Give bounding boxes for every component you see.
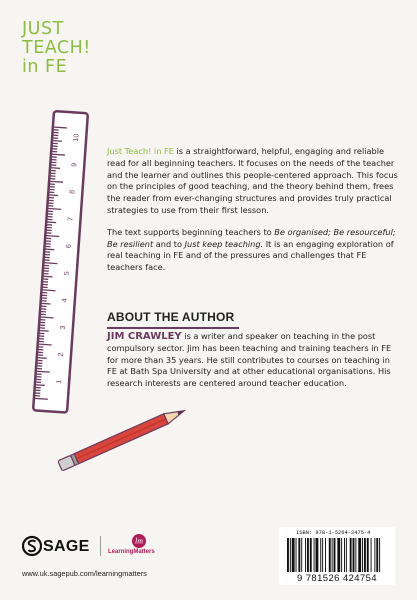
isbn-label: ISBN: 978-1-5264-2475-4 [296, 530, 371, 536]
barcode-bar [316, 538, 319, 572]
barcode-bar [329, 538, 331, 572]
barcode-bar [371, 538, 372, 572]
author-bio: is a writer and speaker on teaching in the post compulsory sector. Jim has been teaching and training teachers in FE for more than 35 years. He still contributes to courses on teaching in FE at Bath Spa University and at other educational organisations. His research interests are centered around teacher education. [107, 331, 392, 389]
barcode-bar [307, 538, 309, 572]
learning-matters-wordmark: LearningMatters [108, 549, 155, 555]
barcode-digits: 9 781526 424754 [297, 573, 377, 584]
ruler-label: 6 [65, 243, 73, 249]
ruler-label: 2 [57, 352, 66, 357]
barcode-bar [298, 538, 300, 572]
ruler-label: 9 [71, 162, 79, 167]
barcode-bar [374, 538, 375, 572]
barcode-bar [364, 538, 366, 572]
learning-matters-emblem-icon [129, 533, 149, 549]
barcode-bar [290, 538, 291, 572]
svg-text:lm: lm [135, 536, 143, 546]
barcode-bar [287, 538, 289, 572]
logo-line-in-fe: in FE [22, 57, 68, 77]
sage-emblem-icon [22, 535, 42, 557]
barcode-bar [292, 538, 295, 572]
barcode-bar [334, 538, 336, 572]
description-text-2c: It is an engaging exploration of real teaching in FE and of the pressures and challenges that FE teachers face. [107, 238, 394, 273]
barcode-bar [346, 538, 347, 572]
barcode-bar [379, 538, 380, 572]
ruler-label: 8 [69, 189, 77, 195]
barcode-bar [362, 538, 363, 572]
barcode-bar [305, 538, 306, 572]
isbn-barcode [279, 527, 395, 585]
ruler-label: 3 [59, 325, 68, 330]
book-title-highlight: Just Teach! in FE [107, 146, 174, 156]
logo-line-teach: TEACH! [22, 38, 91, 58]
barcode-bar [367, 538, 369, 572]
ruler-label: 1 [55, 379, 64, 385]
pencil-tip [164, 406, 187, 424]
learning-matters-logo [108, 533, 178, 559]
publisher-url: www.uk.sagepub.com/learningmatters [22, 569, 147, 578]
barcode-bar [325, 538, 326, 572]
barcode-bar [353, 538, 355, 572]
description-text-1: is a straightforward, helpful, engaging and reliable read for all beginning teachers. It focuses on the needs of the teacher and the learner and outlines this people-centered approach. This focus on the principles of good teaching, and the theory behind them, frees the reader from ever-changing structures and provides truly practical strategies to use from their first lesson. [107, 146, 398, 215]
description-text-2a: The text supports beginning teachers to [107, 226, 275, 237]
author-name: JIM CRAWLEY [107, 331, 182, 342]
barcode-bar [358, 538, 361, 572]
ruler-label: 7 [67, 216, 75, 222]
barcode-bar [341, 538, 342, 572]
ruler-label: 10 [72, 133, 81, 142]
sage-wordmark: SAGE [43, 538, 90, 555]
about-author-heading: ABOUT THE AUTHOR [107, 310, 235, 324]
barcode-bar [301, 538, 302, 572]
description-italic-1: Be organised; Be resourceful; Be resilient [107, 226, 396, 249]
logo-line-just: JUST [22, 19, 64, 39]
barcode-bar [310, 538, 312, 572]
description-italic-2: Just keep teaching. [184, 238, 264, 249]
barcode-bar [332, 538, 333, 572]
barcode-bar [296, 538, 297, 572]
barcode-bar [350, 538, 352, 572]
barcode-bar [376, 538, 378, 572]
description-text-2b: and to [153, 238, 185, 249]
barcode-bar [337, 538, 340, 572]
barcode-bar [314, 538, 315, 572]
logo-separator [100, 536, 101, 556]
pencil-lead [177, 409, 185, 415]
ruler-label: 5 [63, 271, 71, 276]
ruler-label: 4 [61, 298, 69, 303]
barcode-bar [320, 538, 321, 572]
barcode-bar [344, 538, 345, 572]
barcode-bar [355, 538, 356, 572]
barcode-bar [322, 538, 323, 572]
